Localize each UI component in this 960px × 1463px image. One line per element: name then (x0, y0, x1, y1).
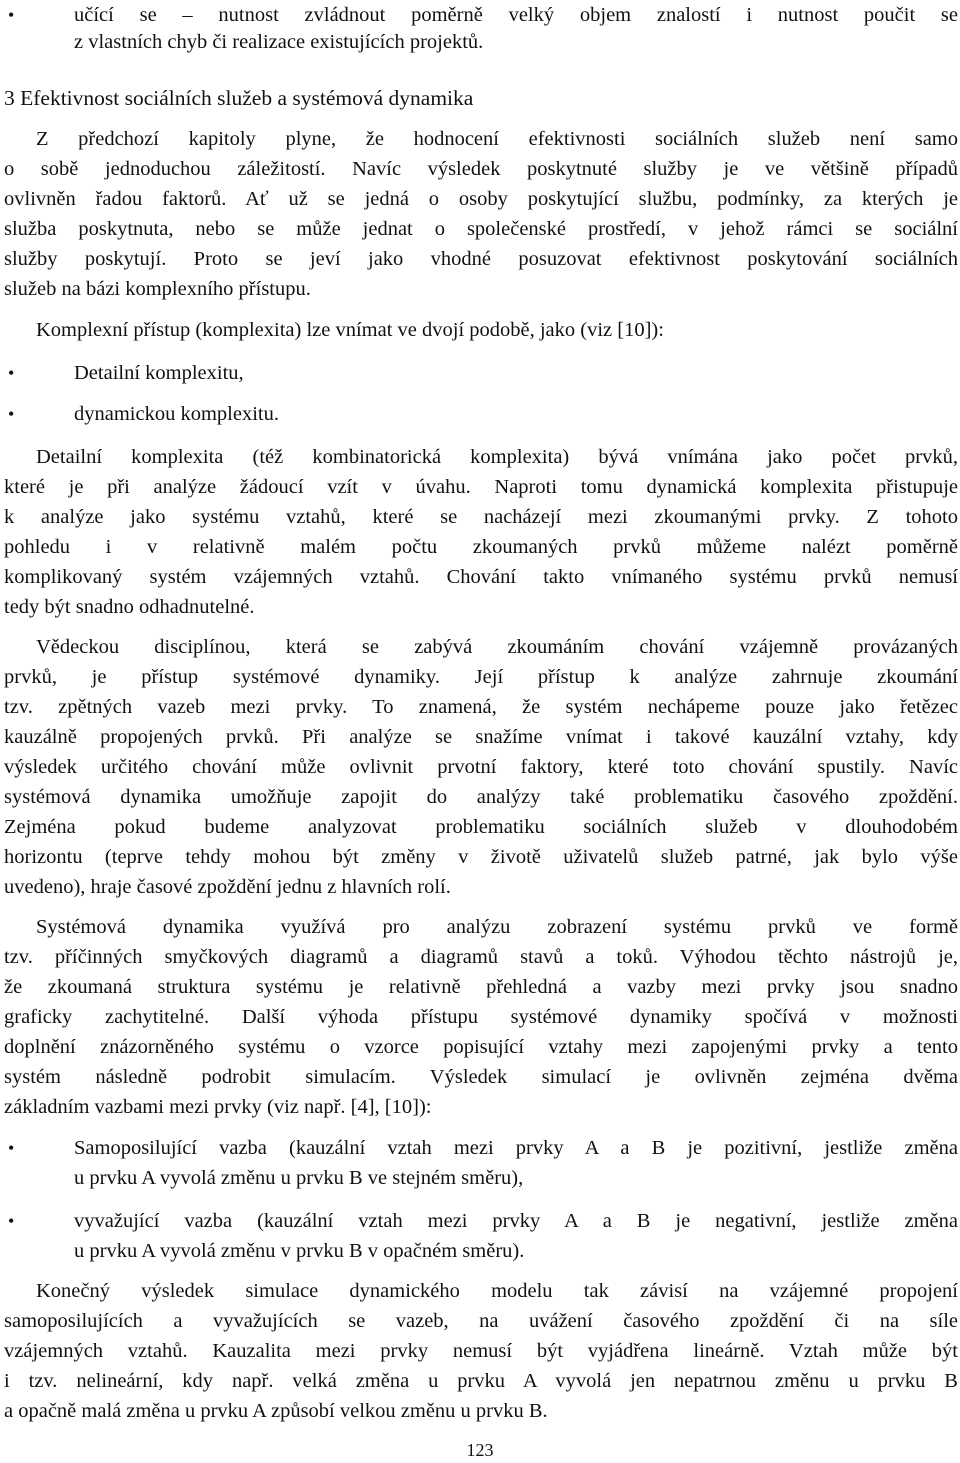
text-line: graficky zachytitelné. Další výhoda přístupu systémové dynamiky spočívá v možnosti (4, 1006, 958, 1028)
text-line: služby poskytují. Proto se jeví jako vhodné posuzovat efektivnost poskytování sociálních (4, 248, 958, 270)
text-line: že zkoumaná struktura systému je relativně přehledná a vazby mezi prvky jsou snadno (4, 976, 958, 998)
text-line: uvedeno), hraje časové zpoždění jednu z hlavních rolí. (4, 876, 451, 898)
text-line: základním vazbami mezi prvky (viz např. [4], [10]): (4, 1096, 432, 1118)
text-line: Konečný výsledek simulace dynamického modelu tak závisí na vzájemné propojení (36, 1280, 958, 1302)
text-line: Vědeckou disciplínou, která se zabývá zkoumáním chování vzájemně provázaných (36, 636, 958, 658)
text-line: kauzálně propojených prvků. Při analýze se snažíme vnímat i takové kauzální vztahy, kdy (4, 726, 958, 748)
bullet-marker: • (8, 1211, 15, 1231)
text-line: tedy být snadno odhadnutelné. (4, 596, 255, 618)
text-line: Zejména pokud budeme analyzovat problematiku sociálních služeb v dlouhodobém (4, 816, 958, 838)
page-number: 123 (466, 1440, 494, 1460)
text-line: a opačně malá změna u prvku A způsobí velkou změnu u prvku B. (4, 1400, 548, 1422)
bullet-marker: • (8, 363, 15, 383)
bullet-marker: • (8, 404, 15, 424)
bullet-marker: • (8, 1138, 15, 1158)
section-heading: 3 Efektivnost sociálních služeb a systémová dynamika (4, 86, 474, 110)
text-line: k analýze jako systému vztahů, které se nacházejí mezi zkoumanými prvky. Z tohoto (4, 506, 958, 528)
text-line: tzv. příčinných smyčkových diagramů a diagramů stavů a toků. Výhodou těchto nástrojů je, (4, 946, 958, 968)
text-line: Z předchozí kapitoly plyne, že hodnocení efektivnosti sociálních služeb není samo (36, 128, 958, 150)
text-line: které je při analýze žádoucí vzít v úvahu. Naproti tomu dynamická komplexita přistupuje (4, 476, 958, 498)
text-line: systém následně podrobit simulacím. Výsledek simulací je ovlivněn zejména dvěma (4, 1066, 958, 1088)
text-line: Samoposilující vazba (kauzální vztah mezi prvky A a B je pozitivní, jestliže změna (74, 1137, 958, 1159)
text-line: vzájemných vztahů. Kauzalita mezi prvky nemusí být vyjádřena lineárně. Vztah může být (4, 1340, 958, 1362)
text-line: tzv. zpětných vazeb mezi prvky. To znamená, že systém nechápeme pouze jako řetězec (4, 696, 958, 718)
bullet-marker: • (8, 5, 15, 25)
text-line: u prvku A vyvolá změnu v prvku B v opačném směru). (74, 1240, 525, 1262)
text-line: vyvažující vazba (kauzální vztah mezi prvky A a B je negativní, jestliže změna (74, 1210, 958, 1232)
text-line: služba poskytnuta, nebo se může jednat o společenské prostředí, v jehož rámci se sociální (4, 218, 958, 240)
text-line: horizontu (teprve tehdy mohou být změny v životě uživatelů služeb patrné, jak bylo výše (4, 846, 958, 868)
text-line: u prvku A vyvolá změnu u prvku B ve stejném směru), (74, 1167, 524, 1189)
text-line: doplnění znázorněného systému o vzorce popisující vztahy mezi zapojenými prvky a tento (4, 1036, 958, 1058)
text-line: učící se – nutnost zvládnout poměrně velký objem znalostí i nutnost poučit se (74, 4, 958, 26)
text-line: samoposilujících a vyvažujících se vazeb, na uvážení časového zpoždění či na síle (4, 1310, 958, 1332)
list-item: dynamickou komplexitu. (74, 403, 279, 425)
text-line: Systémová dynamika využívá pro analýzu zobrazení systému prvků ve formě (36, 916, 958, 938)
text-line: Komplexní přístup (komplexita) lze vnímat ve dvojí podobě, jako (viz [10]): (36, 319, 664, 341)
text-line: ovlivněn řadou faktorů. Ať už se jedná o osoby poskytující službu, podmínky, za kterých je (4, 188, 958, 210)
text-line: služeb na bázi komplexního přístupu. (4, 278, 311, 300)
text-line: prvků, je přístup systémové dynamiky. Její přístup k analýze zahrnuje zkoumání (4, 666, 958, 688)
text-line: systémová dynamika umožňuje zapojit do analýzy také problematiku časového zpoždění. (4, 786, 958, 808)
text-line: komplikovaný systém vzájemných vztahů. Chování takto vnímaného systému prvků nemusí (4, 566, 958, 588)
text-line: pohledu i v relativně malém počtu zkoumaných prvků můžeme nalézt poměrně (4, 536, 958, 558)
text-line: o sobě jednoduchou záležitostí. Navíc výsledek poskytnuté služby je ve většině případů (4, 158, 958, 180)
list-item: Detailní komplexitu, (74, 362, 244, 384)
text-line: i tzv. nelineární, kdy např. velká změna u prvku A vyvolá jen nepatrnou změnu u prvku B (4, 1370, 958, 1392)
text-line: z vlastních chyb či realizace existujících projektů. (74, 31, 484, 53)
text-line: Detailní komplexita (též kombinatorická komplexita) bývá vnímána jako počet prvků, (36, 446, 958, 468)
text-line: výsledek určitého chování může ovlivnit prvotní faktory, které toto chování spustily. Navíc (4, 756, 958, 778)
